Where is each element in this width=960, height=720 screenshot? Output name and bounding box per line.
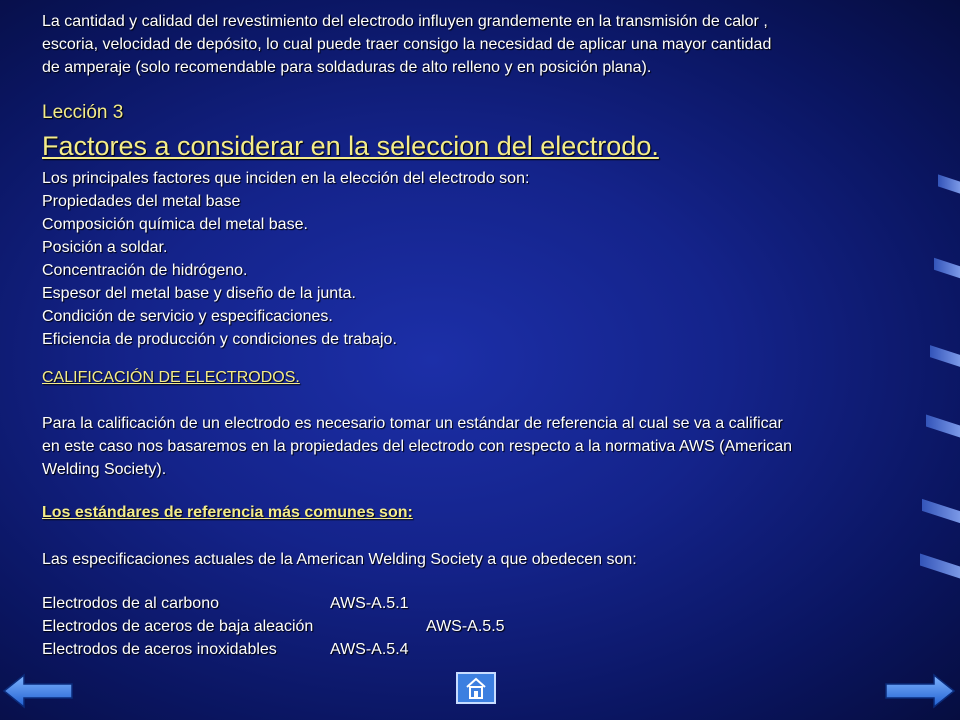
intro-line: La cantidad y calidad del revestimiento del electrodo influyen grandemente en la transmisión de calor , [42,13,768,30]
spec-name: Electrodos de al carbono [42,595,219,612]
lesson-label: Lección 3 [42,102,124,123]
spec-code: AWS-A.5.4 [330,641,409,658]
list-item: Eficiencia de producción y condiciones de trabajo. [42,331,397,348]
forward-button[interactable] [884,672,956,710]
spec-name: Electrodos de aceros de baja aleación [42,618,314,635]
factors-intro: Los principales factores que inciden en la elección del electrodo son: [42,170,530,187]
intro-paragraph [42,10,922,79]
decor-streak [920,554,960,579]
decor-streak [922,499,960,523]
standards-title: Los estándares de referencia más comunes son: [42,504,413,521]
decor-streak [934,258,960,278]
list-item: Composición química del metal base. [42,216,308,233]
home-icon [458,674,494,702]
arrow-right-icon [884,672,956,710]
calificacion-paragraph [42,412,922,481]
calificacion-title: CALIFICACIÓN DE ELECTRODOS. [42,369,300,386]
list-item: Condición de servicio y especificaciones. [42,308,333,325]
list-item: Espesor del metal base y diseño de la junta. [42,285,356,302]
intro-line: escoria, velocidad de depósito, lo cual puede traer consigo la necesidad de aplicar una mayor cantidad [42,36,772,53]
list-item: Posición a soldar. [42,239,168,256]
back-button[interactable] [2,672,74,710]
list-item: Concentración de hidrógeno. [42,262,248,279]
home-button[interactable] [456,672,496,704]
calificacion-line: Welding Society). [42,461,167,478]
decor-streak [938,174,960,193]
arrow-left-icon [2,672,74,710]
standards-intro: Las especificaciones actuales de la American Welding Society a que obedecen son: [42,551,637,568]
factors-list [42,167,922,351]
decor-streak [926,414,960,437]
decor-streak [930,345,960,367]
spec-code: AWS-A.5.1 [330,595,409,612]
page-title: Factores a considerar en la seleccion del electrodo. [42,131,659,161]
calificacion-line: en este caso nos basaremos en la propiedades del electrodo con respecto a la normativa AWS (American [42,438,793,455]
spec-code: AWS-A.5.5 [426,618,505,635]
calificacion-line: Para la calificación de un electrodo es necesario tomar un estándar de referencia al cual se va a calificar [42,415,783,432]
intro-line: de amperaje (solo recomendable para soldaduras de alto relleno y en posición plana). [42,59,652,76]
spec-name: Electrodos de aceros inoxidables [42,641,277,658]
list-item: Propiedades del metal base [42,193,241,210]
